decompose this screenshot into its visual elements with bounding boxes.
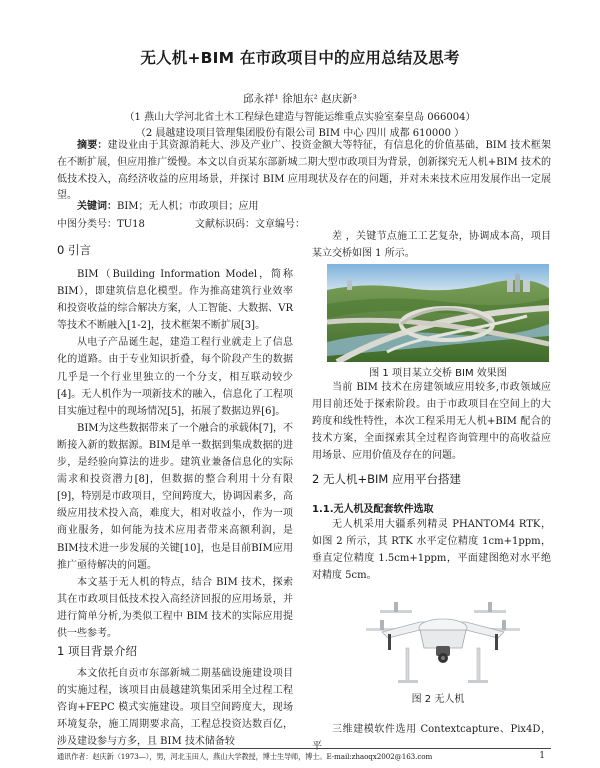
right-column-top xyxy=(312,228,551,262)
right-column-drone xyxy=(312,516,551,584)
classification-value: TU18 xyxy=(117,219,145,230)
drone-spec-paragraph: 无人机采用大疆系列精灵 PHANTOM4 RTK，如图 2 所示，其 RTK 水平定位精度 1cm+1ppm，垂直定位精度 1.5cm+1ppm，平面建图绝对水平绝对精度 5cm。 xyxy=(312,519,551,582)
left-column-background xyxy=(57,665,293,750)
continued-paragraph: 差 ，关键节点施工工艺复杂，协调成本高，项目某立交桥如图 1 所示。 xyxy=(312,231,551,260)
background-paragraph: 本文依托自贡市东部新城二期基础设施建设项目的实施过程，该项目由晨越建筑集团采用全过程工程咨询+FEPC 模式实施建设。项目空间跨度大，现场环境复杂，施工周期要求高，工程总投资达数百亿，涉及建设参与方多，且 BIM 技术储备较 xyxy=(57,668,293,748)
section-2-heading: 2 无人机+BIM 应用平台搭建 xyxy=(312,472,461,486)
intro-paragraph-2: 从电子产品诞生起，建造工程行业就走上了信息化的道路。由于专业知识折叠，每个阶段产生的数据几乎是一个行业里独立的一个分支，相互联动较少[4]。无人机作为一项新技术的融入，信息化了工程项目实施过程中的现场情况[5]，拓展了数据边界[6]。 xyxy=(57,337,293,417)
keywords-text: BIM；无人机；市政项目；应用 xyxy=(117,201,259,212)
section-2-1-heading: 1.1.无人机及配套软件选取 xyxy=(312,504,434,515)
document-code-label: 文献标识码：文章编号： xyxy=(195,219,305,230)
affiliation-1: （1 燕山大学河北省土木工程绿色建造与智能运维重点实验室秦皇岛 066004） xyxy=(124,112,476,123)
section-0-heading: 0 引言 xyxy=(57,243,91,257)
left-column-intro xyxy=(57,266,293,642)
corresponding-author-note: 通讯作者：赵庆新（1973—），男，河北玉田人，燕山大学教授，博士生导师，博士。E-mail:zhaoqx2002@163.com xyxy=(57,752,433,761)
interchange-rendering-image xyxy=(327,264,549,362)
intro-paragraph-3: BIM为这些数据带来了一个融合的承载体[7]，不断接入新的数据源。BIM是单一数据到集成数据的进步，是经验向算法的进步。建筑业兼备信息化的实际需求和投资潜力[8]，但数据的整合利用十分有限[9]，特别是市政项目，空间跨度大，协调因素多，高级应用技术投入高，难度大，相对收益小，作为一项商业服务，如何能为技术应用者带来高额利润，是BIM技术进一步发展的关键[10]，也是目前BIM应用推广亟待解决的问题。 xyxy=(57,422,293,571)
fig1-followup-paragraph: 当前 BIM 技术在房建领域应用较多,市政领域应用目前还处于探索阶段。由于市政项目在空间上的大跨度和线性特性，本次工程采用无人机+BIM 配合的技术方案，全面探索其全过程咨询管理中的高收益应用场景、应用价值及存在的问题。 xyxy=(312,382,551,462)
right-column-mid xyxy=(312,379,551,464)
right-column-bottom xyxy=(312,721,551,755)
keywords xyxy=(57,199,551,216)
figure-2-caption: 图 2 无人机 xyxy=(411,694,465,705)
intro-paragraph-1: BIM（Building Information Model，简称BIM），即建筑信息化模型。作为推高建筑行业效率和投资收益的综合解决方案，人工智能、大数据、VR等技术不断融入[1-2]，技术框架不断扩展[3]。 xyxy=(57,269,293,332)
affiliation-2: （2 晨越建设项目管理集团股份有限公司 BIM 中心 四川 成都 610000 ） xyxy=(135,128,465,139)
section-1-heading: 1 项目背景介绍 xyxy=(57,644,137,658)
keywords-label: 关键词： xyxy=(77,201,117,212)
intro-paragraph-4: 本文基于无人机的特点，结合 BIM 技术，探索其在市政项目低技术投入高经济回报的应用场景，并进行简单分析,为类似工程中 BIM 技术的实际应用提供一些参考。 xyxy=(57,576,293,639)
author-line: 邱永祥¹ 徐旭东² 赵庆新³ xyxy=(243,93,357,105)
paper-title: 无人机+BIM 在市政项目中的应用总结及思考 xyxy=(140,49,460,67)
abstract xyxy=(57,138,551,205)
classification-label: 中图分类号： xyxy=(57,219,117,230)
footer-divider xyxy=(57,748,551,749)
drone-image xyxy=(358,590,528,694)
modeling-software-line: 三维建模软件选用 Contextcapture、Pix4D，平 xyxy=(312,724,551,753)
abstract-label: 摘要： xyxy=(77,140,108,151)
bim-rendering-figure xyxy=(327,264,549,362)
page-number: 1 xyxy=(539,751,545,761)
drone-figure xyxy=(358,590,528,694)
abstract-text: 建设业由于其资源消耗大、涉及产业广、投资金额大等特征，有信息化的价值基础，BIM 技术框架在不断扩展，但应用推广缓慢。本文以自贡某东部新城二期大型市政项目为背景，创新探究无人机+BIM 技术的低技术投入，高经济收益的应用场景，并探讨 BIM 应用现状及存在的问题，并对未来技术应用发展作出一定展望。 xyxy=(57,140,552,202)
figure-1-caption: 图 1 项目某立交桥 BIM 效果图 xyxy=(369,368,507,379)
